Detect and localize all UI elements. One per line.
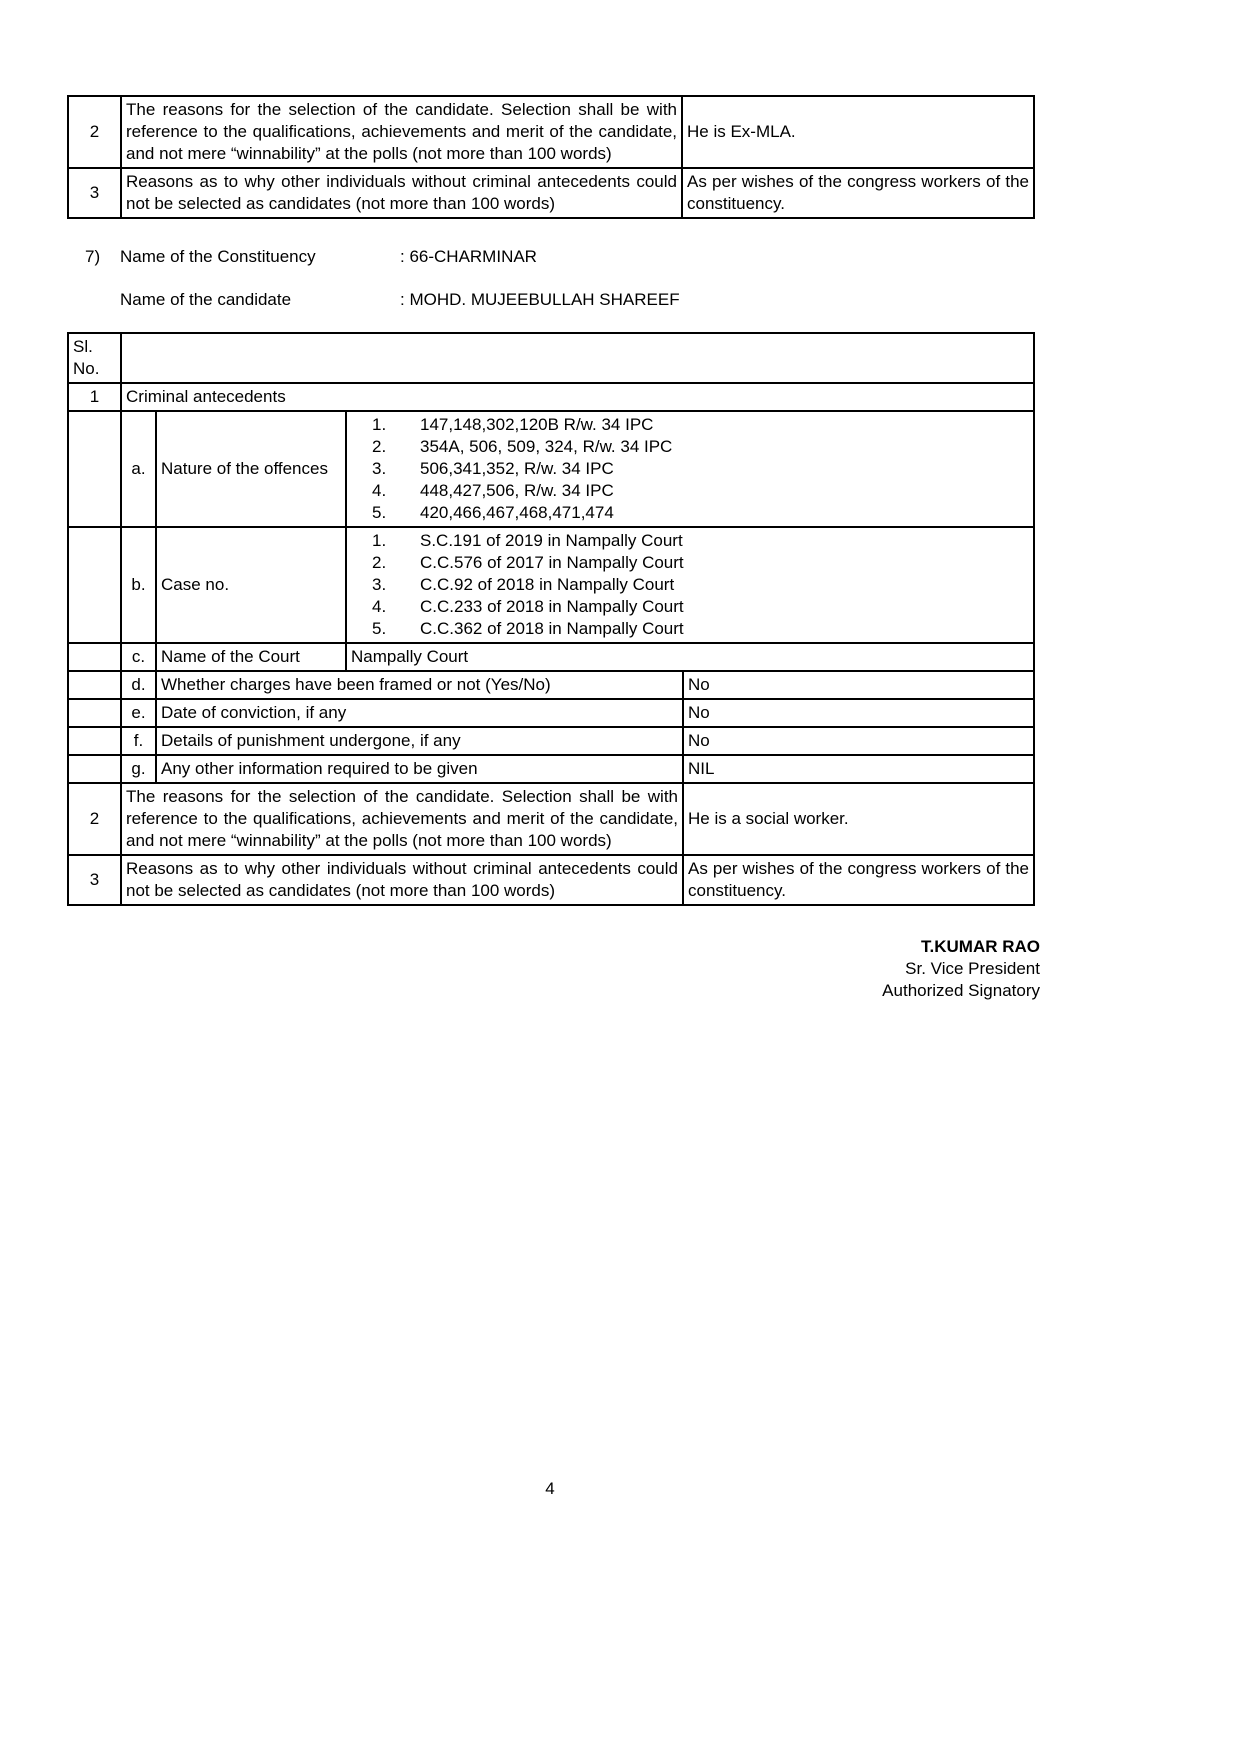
- value-cell: NIL: [683, 755, 1034, 783]
- description-cell: The reasons for the selection of the candidate. Selection shall be with reference to the qualifications, achievements and merit of the candidate, and not mere “winnability” at the polls (not more than 100 words): [121, 783, 683, 855]
- section-index: 7): [85, 247, 101, 266]
- list-index: 1.: [372, 531, 387, 550]
- value-cell: He is a social worker.: [683, 783, 1034, 855]
- court-value-cell: Nampally Court: [346, 643, 1034, 671]
- letter-cell: c.: [121, 643, 156, 671]
- signatory-name: T.KUMAR RAO: [921, 937, 1040, 956]
- table-row: [68, 755, 1034, 783]
- empty-cell: [68, 643, 121, 671]
- table-row: [68, 643, 1034, 671]
- offence-item: 448,427,506, R/w. 34 IPC: [420, 481, 614, 500]
- sl-no-header: Sl. No.: [68, 333, 121, 383]
- case-item: C.C.362 of 2018 in Nampally Court: [420, 619, 684, 638]
- label-cell: Name of the Court: [156, 643, 346, 671]
- signatory-role: Authorized Signatory: [882, 981, 1040, 1000]
- description-cell: Reasons as to why other individuals without criminal antecedents could not be selected as candidates (not more than 100 words): [121, 168, 682, 218]
- row-number-cell: 1: [68, 383, 121, 411]
- signature-block: [67, 936, 1040, 1002]
- offences-list-cell: [346, 411, 1034, 527]
- table-header-row: [68, 333, 1034, 383]
- description-cell: Reasons as to why other individuals without criminal antecedents could not be selected as candidates (not more than 100 words): [121, 855, 683, 905]
- list-index: 4.: [372, 481, 387, 500]
- list-item: [351, 414, 1029, 436]
- letter-cell: d.: [121, 671, 156, 699]
- row-number-cell: 3: [68, 855, 121, 905]
- row-number-cell: 2: [68, 783, 121, 855]
- empty-cell: [68, 727, 121, 755]
- list-index: 5.: [372, 503, 387, 522]
- case-item: C.C.576 of 2017 in Nampally Court: [420, 553, 684, 572]
- candidate-value: : MOHD. MUJEEBULLAH SHAREEF: [400, 290, 680, 309]
- list-item: [351, 480, 1029, 502]
- table-row: [68, 855, 1034, 905]
- list-item: [351, 574, 1029, 596]
- case-item: S.C.191 of 2019 in Nampally Court: [420, 531, 683, 550]
- table-row: [68, 383, 1034, 411]
- list-index: 5.: [372, 619, 387, 638]
- candidate-line: [85, 289, 1040, 311]
- empty-cell: [68, 411, 121, 527]
- label-cell: Case no.: [156, 527, 346, 643]
- row-number-cell: 3: [68, 168, 121, 218]
- letter-cell: f.: [121, 727, 156, 755]
- list-item: [351, 458, 1029, 480]
- list-index: 2.: [372, 553, 387, 572]
- value-cell: No: [683, 699, 1034, 727]
- table-row: [68, 168, 1034, 218]
- description-cell: The reasons for the selection of the candidate. Selection shall be with reference to the qualifications, achievements and merit of the candidate, and not mere “winnability” at the polls (not more than 100 words): [121, 96, 682, 168]
- list-item: [351, 502, 1029, 524]
- label-cell: Whether charges have been framed or not (Yes/No): [156, 671, 683, 699]
- letter-cell: b.: [121, 527, 156, 643]
- constituency-value: : 66-CHARMINAR: [400, 247, 537, 266]
- table-row: [68, 699, 1034, 727]
- candidate-table: [67, 332, 1035, 906]
- table-row: [68, 96, 1034, 168]
- value-cell: As per wishes of the congress workers of the constituency.: [682, 168, 1034, 218]
- section-title-cell: Criminal antecedents: [121, 383, 1034, 411]
- empty-header-cell: [121, 333, 1034, 383]
- label-cell: Date of conviction, if any: [156, 699, 683, 727]
- offence-item: 506,341,352, R/w. 34 IPC: [420, 459, 614, 478]
- empty-cell: [68, 755, 121, 783]
- constituency-line: [85, 246, 1040, 268]
- label-cell: Details of punishment undergone, if any: [156, 727, 683, 755]
- section-7: [85, 246, 1040, 311]
- list-index: 4.: [372, 597, 387, 616]
- candidate-label: Name of the candidate: [120, 290, 292, 309]
- offence-item: 147,148,302,120B R/w. 34 IPC: [420, 415, 654, 434]
- empty-cell: [68, 699, 121, 727]
- table-row: [68, 527, 1034, 643]
- table-row: [68, 411, 1034, 527]
- indent-spacer: [85, 289, 120, 311]
- list-index: 3.: [372, 459, 387, 478]
- offence-item: 420,466,467,468,471,474: [420, 503, 614, 522]
- page-content: [67, 95, 1040, 1002]
- signatory-title: Sr. Vice President: [905, 959, 1040, 978]
- table-row: [68, 727, 1034, 755]
- list-item: [351, 436, 1029, 458]
- list-item: [351, 618, 1029, 640]
- list-item: [351, 552, 1029, 574]
- letter-cell: a.: [121, 411, 156, 527]
- constituency-label: Name of the Constituency: [120, 247, 316, 266]
- empty-cell: [68, 671, 121, 699]
- label-cell: Nature of the offences: [156, 411, 346, 527]
- letter-cell: g.: [121, 755, 156, 783]
- row-number-cell: 2: [68, 96, 121, 168]
- value-cell: He is Ex-MLA.: [682, 96, 1034, 168]
- list-item: [351, 530, 1029, 552]
- list-index: 3.: [372, 575, 387, 594]
- page-number: 4: [545, 1479, 555, 1498]
- case-item: C.C.92 of 2018 in Nampally Court: [420, 575, 675, 594]
- table-row: [68, 671, 1034, 699]
- letter-cell: e.: [121, 699, 156, 727]
- value-cell: No: [683, 671, 1034, 699]
- table-row: [68, 783, 1034, 855]
- list-item: [351, 596, 1029, 618]
- list-index: 1.: [372, 415, 387, 434]
- offence-item: 354A, 506, 509, 324, R/w. 34 IPC: [420, 437, 673, 456]
- empty-cell: [68, 527, 121, 643]
- list-index: 2.: [372, 437, 387, 456]
- label-cell: Any other information required to be given: [156, 755, 683, 783]
- cases-list-cell: [346, 527, 1034, 643]
- case-item: C.C.233 of 2018 in Nampally Court: [420, 597, 684, 616]
- top-table: [67, 95, 1035, 219]
- value-cell: No: [683, 727, 1034, 755]
- value-cell: As per wishes of the congress workers of the constituency.: [683, 855, 1034, 905]
